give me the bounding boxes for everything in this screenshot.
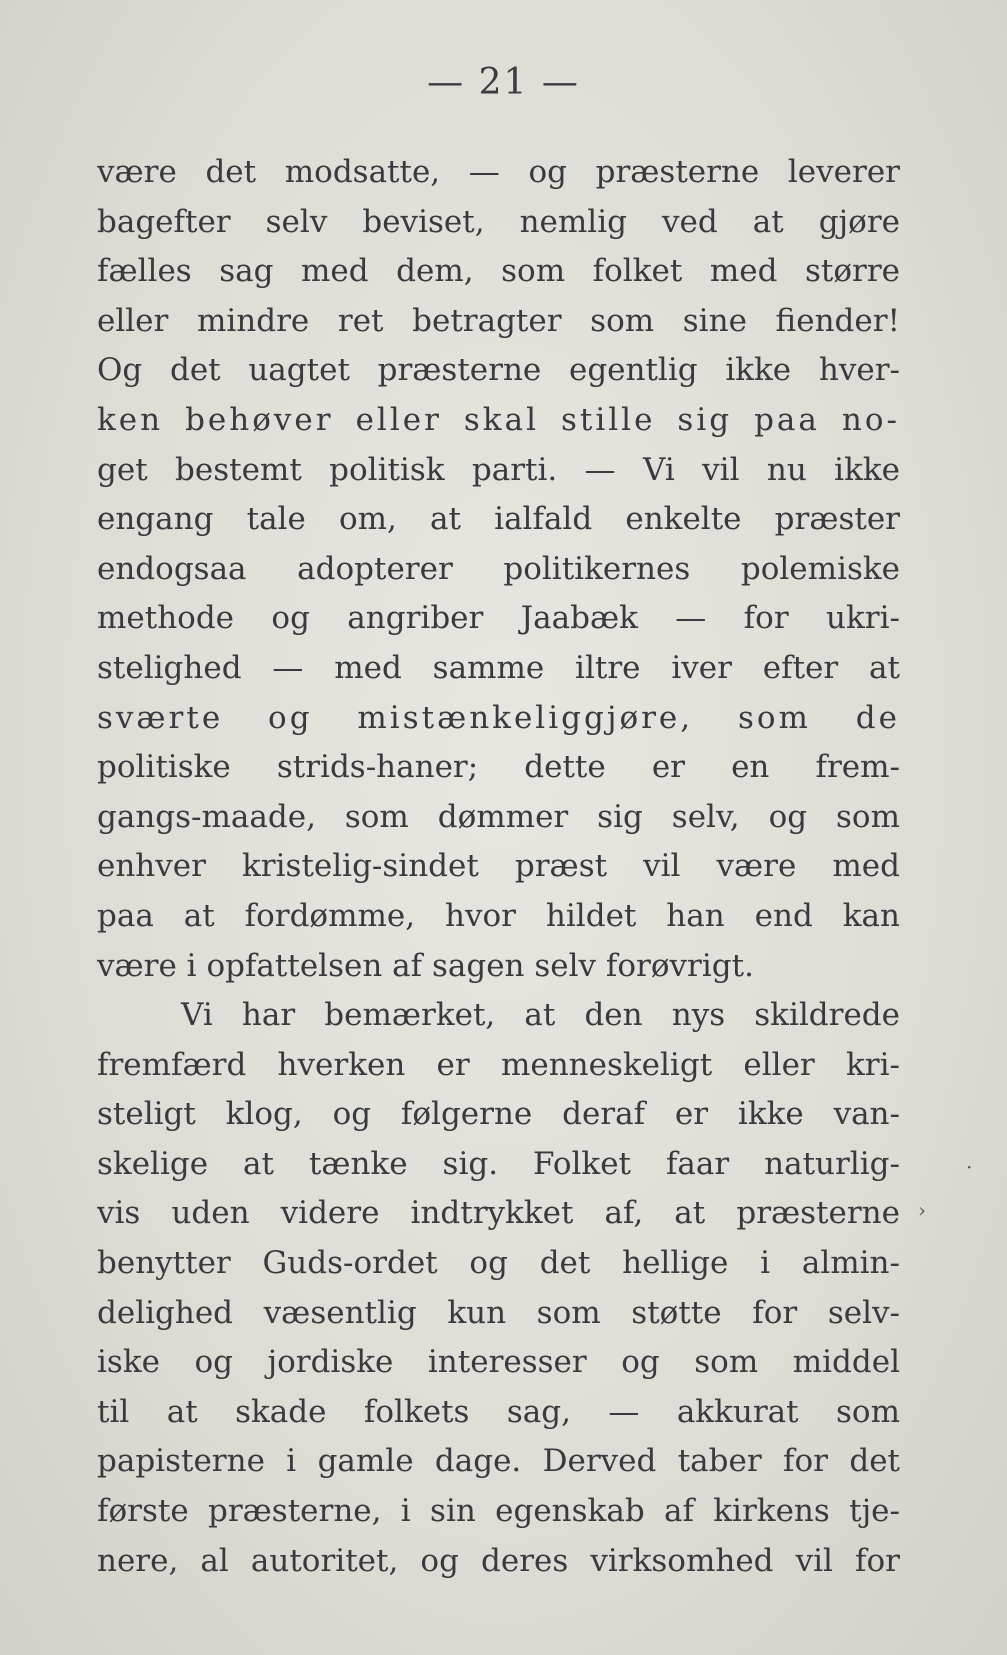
text-line: get bestemt politisk parti. — Vi vil nu ikke xyxy=(97,451,900,488)
margin-speck: › xyxy=(918,1198,926,1222)
text-line: fremfærd hverken er menneskeligt eller kri- xyxy=(97,1046,900,1083)
text-line: papisterne i gamle dage. Derved taber for det xyxy=(97,1443,900,1480)
text-line: eller mindre ret betragter som sine fiender! xyxy=(97,302,900,339)
text-line: iske og jordiske interesser og som middel xyxy=(97,1344,900,1381)
text-line: være det modsatte, — og præsterne leverer xyxy=(97,154,900,190)
text-line: engang tale om, at ialfald enkelte præster xyxy=(97,501,900,538)
text-line: ken behøver eller skal stille sig paa no- xyxy=(97,401,900,438)
text-line: benytter Guds-ordet og det hellige i almin- xyxy=(97,1245,900,1282)
text-line: delighed væsentlig kun som støtte for selv- xyxy=(97,1294,900,1331)
text-line: til at skade folkets sag, — akkurat som xyxy=(97,1393,900,1430)
paragraph-end-line: være i opfattelsen af sagen selv forøvrigt. xyxy=(97,947,754,984)
margin-speck: · xyxy=(966,1155,973,1179)
text-line: stelighed — med samme iltre iver efter at xyxy=(97,649,900,686)
paragraph-start-line: Vi har bemærket, at den nys skildrede xyxy=(181,997,900,1034)
text-line: methode og angriber Jaabæk — for ukri- xyxy=(97,600,900,637)
text-line: sværte og mistænkeliggjøre, som de xyxy=(97,699,900,736)
text-line: fælles sag med dem, som folket med større xyxy=(97,253,900,290)
text-line: enhver kristelig-sindet præst vil være med xyxy=(97,848,900,885)
text-line: nere, al autoritet, og deres virksomhed vil for xyxy=(97,1542,900,1579)
text-line: steligt klog, og følgerne deraf er ikke van- xyxy=(97,1096,900,1133)
text-line: skelige at tænke sig. Folket faar naturlig- xyxy=(97,1145,900,1182)
text-line: gangs-maade, som dømmer sig selv, og som xyxy=(97,798,900,835)
text-line: politiske strids-haner; dette er en frem- xyxy=(97,749,900,786)
text-line: Og det uagtet præsterne egentlig ikke hver- xyxy=(97,352,900,389)
text-line: paa at fordømme, hvor hildet han end kan xyxy=(97,897,900,934)
page-number: — 21 — xyxy=(427,62,580,103)
text-line: vis uden videre indtrykket af, at præsterne xyxy=(97,1195,900,1232)
text-line: endogsaa adopterer politikernes polemiske xyxy=(97,550,900,587)
body-text xyxy=(97,148,900,1586)
text-line: bagefter selv beviset, nemlig ved at gjøre xyxy=(97,203,900,240)
text-line: første præsterne, i sin egenskab af kirkens tje- xyxy=(97,1493,900,1530)
